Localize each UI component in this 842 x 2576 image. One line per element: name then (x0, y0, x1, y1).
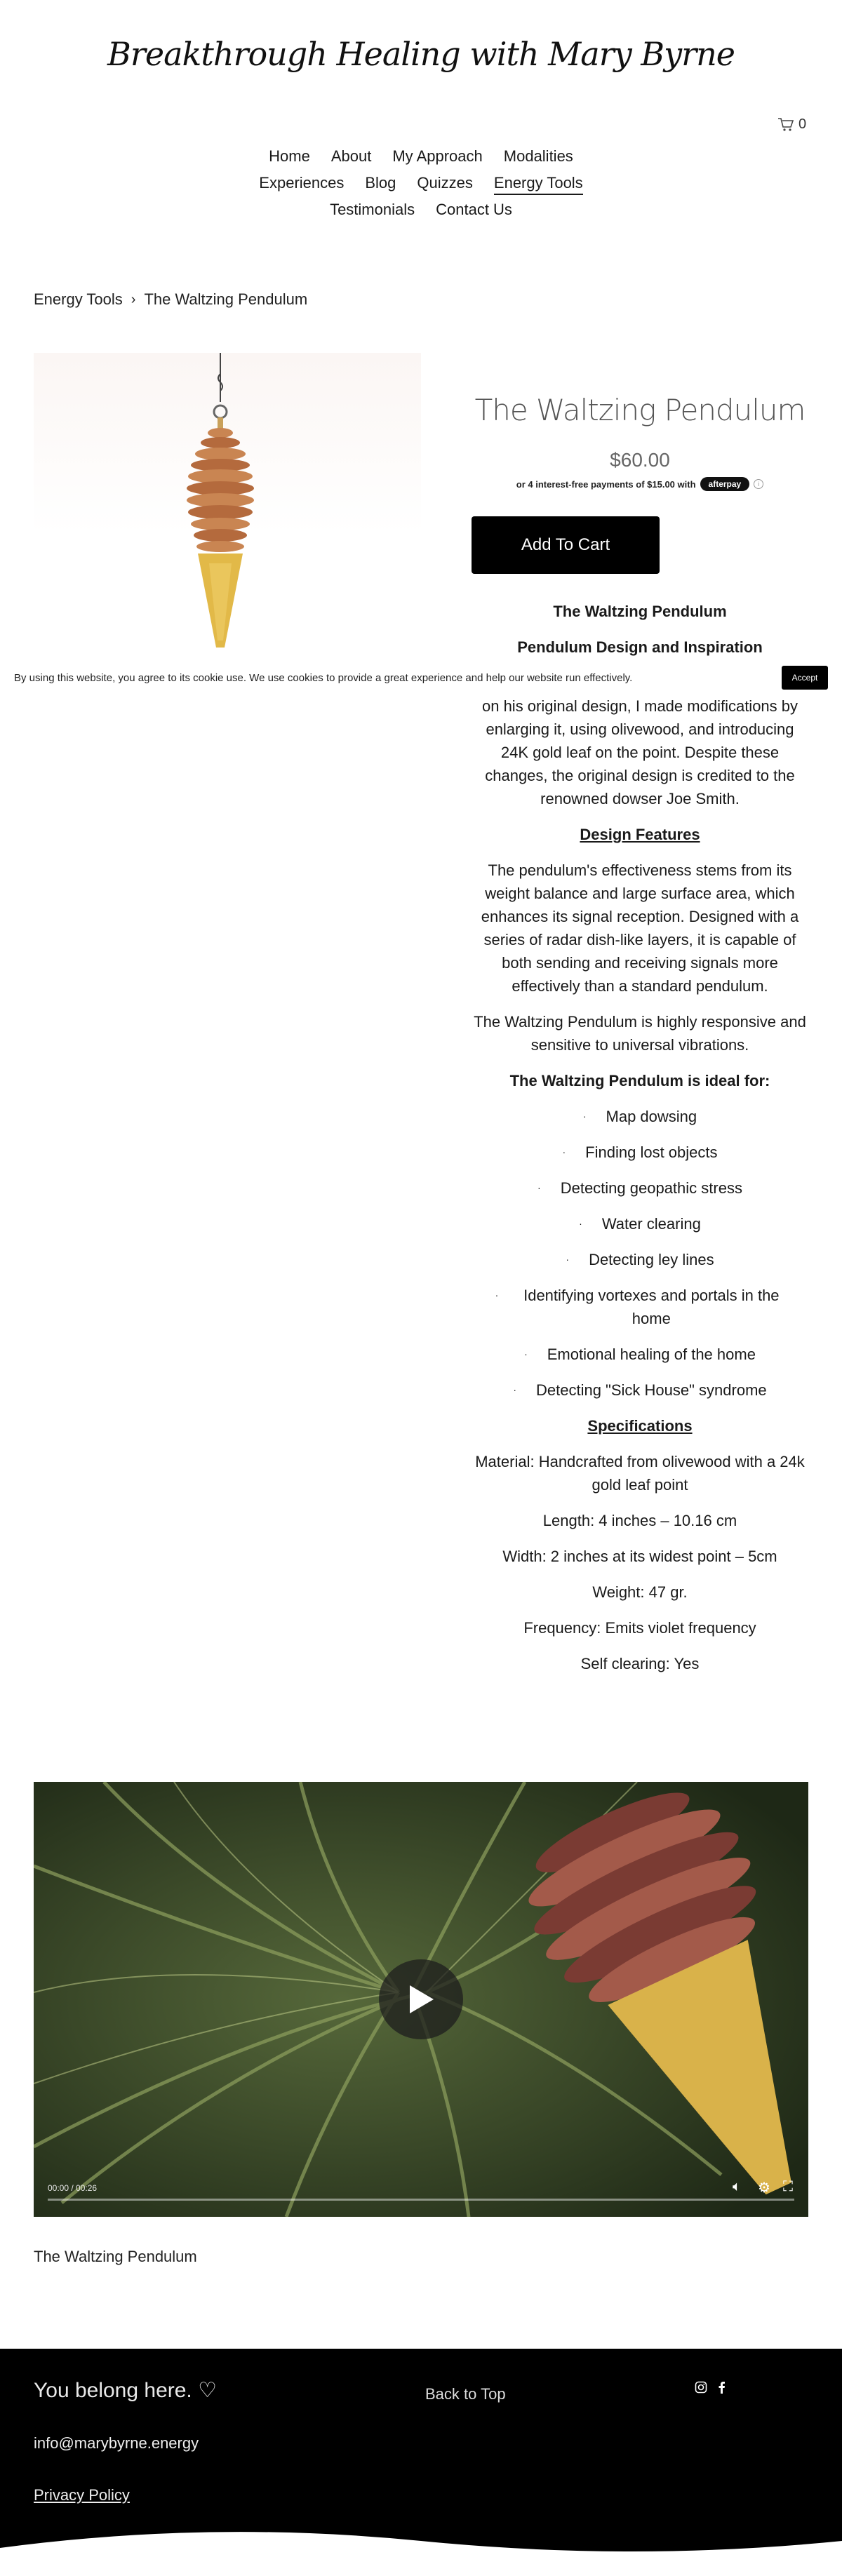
volume-icon[interactable]: 🔈︎ (733, 2179, 741, 2194)
nav-experiences[interactable]: Experiences (259, 174, 345, 192)
product-image[interactable] (34, 353, 421, 655)
pendulum-illustration (34, 353, 421, 655)
nav-modalities[interactable]: Modalities (503, 147, 573, 165)
design-features-heading: Design Features (580, 826, 700, 843)
spec-length: Length: 4 inches – 10.16 cm (542, 1512, 737, 1529)
instagram-icon[interactable] (695, 2381, 707, 2394)
breadcrumb-separator: › (131, 291, 136, 307)
video-progress-bar[interactable] (48, 2199, 794, 2201)
list-item: · Detecting "Sick House" syndrome (513, 1381, 767, 1399)
spec-width: Width: 2 inches at its widest point – 5cm (502, 1548, 777, 1565)
facebook-icon[interactable] (717, 2381, 726, 2394)
main-nav-row-1 (0, 147, 842, 166)
footer-tagline: You belong here. ♡ (34, 2379, 217, 2402)
description-paragraph-3: The Waltzing Pendulum is highly responsive and sensitive to universal vibrations. (474, 1013, 806, 1054)
list-item: · Identifying vortexes and portals in the home (495, 1287, 780, 1327)
specifications-heading: Specifications (587, 1417, 693, 1435)
nav-quizzes[interactable]: Quizzes (417, 174, 473, 192)
list-item: · Finding lost objects (562, 1143, 718, 1161)
play-button[interactable] (379, 1959, 463, 2039)
video-player[interactable] (34, 1782, 808, 2217)
cart-button[interactable] (777, 116, 806, 133)
description-paragraph-1: on his original design, I made modifications by enlarging it, using olivewood, and introducing 24K gold leaf on the point. Despite these changes, the original design is credited to the renowned dowser Joe Smith. (481, 697, 798, 807)
main-nav-row-2 (0, 174, 842, 195)
afterpay-info (472, 477, 808, 491)
ideal-for-heading: The Waltzing Pendulum is ideal for: (509, 1072, 770, 1089)
cart-count: 0 (798, 116, 807, 132)
afterpay-text: or 4 interest-free payments of $15.00 with (516, 478, 696, 490)
nav-my-approach[interactable]: My Approach (392, 147, 483, 165)
social-links (695, 2381, 726, 2394)
list-item: · Detecting geopathic stress (537, 1179, 742, 1197)
fullscreen-icon[interactable]: ⛶ (783, 2179, 793, 2194)
video-time: 00:00 / 00:26 (48, 2183, 98, 2193)
cookie-accept-button[interactable]: Accept (782, 666, 828, 690)
description-paragraph-2: The pendulum's effectiveness stems from its weight balance and large surface area, which enhances its signal reception. Designed with a series of radar dish-like layers, it is capable of both sending and receiving signals more effectively than a standard pendulum. (481, 861, 799, 995)
settings-icon[interactable]: ⚙︎ (758, 2180, 770, 2196)
site-title[interactable]: Breakthrough Healing with Mary Byrne (107, 35, 735, 73)
product-price: $60.00 (610, 449, 670, 471)
add-to-cart-button[interactable]: Add To Cart (472, 516, 660, 574)
back-to-top-link[interactable]: Back to Top (425, 2385, 506, 2403)
footer-email[interactable]: info@marybyrne.energy (34, 2434, 199, 2452)
list-item: · Map dowsing (582, 1108, 697, 1125)
list-item: · Detecting ley lines (566, 1251, 714, 1268)
footer-wave (0, 2520, 842, 2576)
spec-frequency: Frequency: Emits violet frequency (523, 1619, 756, 1637)
nav-blog[interactable]: Blog (365, 174, 396, 192)
breadcrumb-parent[interactable]: Energy Tools (34, 290, 123, 308)
nav-energy-tools[interactable]: Energy Tools (494, 174, 583, 195)
privacy-policy-link[interactable]: Privacy Policy (34, 2486, 130, 2504)
cookie-text: By using this website, you agree to its cookie use. We use cookies to provide a great experience and help our website run effectively. (14, 671, 633, 684)
product-description (472, 600, 808, 1688)
play-icon (407, 1984, 435, 2015)
nav-testimonials[interactable]: Testimonials (330, 201, 415, 218)
description-subheading: Pendulum Design and Inspiration (517, 638, 763, 656)
list-item: · Water clearing (579, 1215, 701, 1233)
info-icon[interactable]: i (754, 479, 763, 489)
nav-contact-us[interactable]: Contact Us (436, 201, 512, 218)
nav-home[interactable]: Home (269, 147, 310, 165)
breadcrumb (34, 290, 307, 309)
cart-icon (777, 117, 794, 133)
breadcrumb-current: The Waltzing Pendulum (144, 290, 308, 308)
main-nav-row-3 (0, 201, 842, 219)
video-caption: The Waltzing Pendulum (34, 2248, 197, 2265)
site-footer (0, 2349, 842, 2576)
product-title: The Waltzing Pendulum (474, 393, 806, 427)
list-item: · Emotional healing of the home (524, 1346, 756, 1363)
spec-material: Material: Handcrafted from olivewood with a 24k gold leaf point (475, 1453, 805, 1494)
nav-about[interactable]: About (330, 147, 372, 165)
spec-self-clearing: Self clearing: Yes (580, 1655, 700, 1672)
spec-weight: Weight: 47 gr. (592, 1583, 688, 1601)
description-heading: The Waltzing Pendulum (553, 603, 727, 620)
cookie-banner (0, 659, 842, 696)
afterpay-badge[interactable]: afterpay (700, 477, 750, 491)
